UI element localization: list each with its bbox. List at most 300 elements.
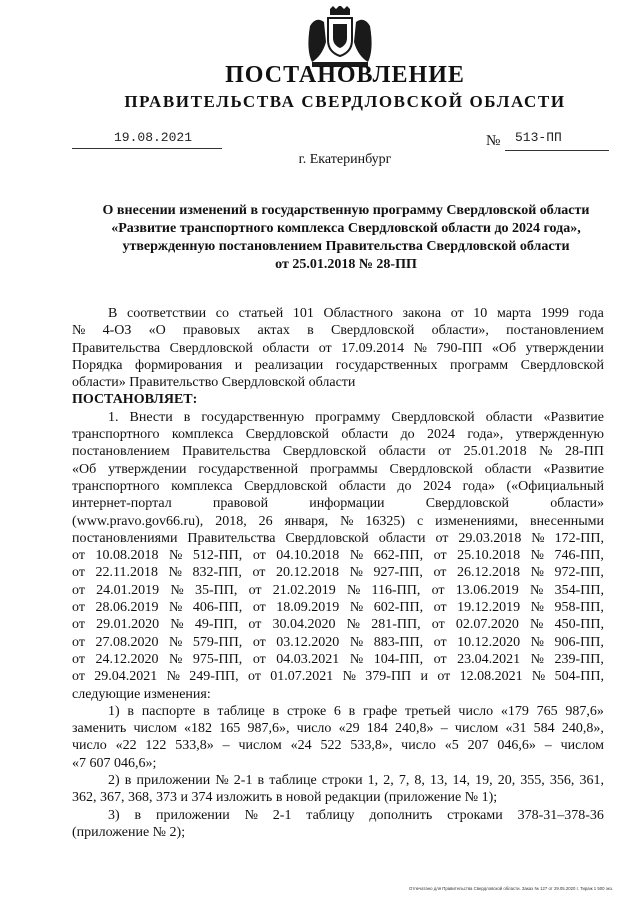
word: соответствии (127, 306, 207, 321)
word: 29.01.2020 (96, 617, 160, 633)
word: от (433, 600, 447, 616)
word: закона (402, 306, 442, 321)
word: числом (133, 721, 177, 737)
word: с (416, 513, 424, 529)
word: 975-ПП, (192, 651, 243, 667)
word: 26 (258, 513, 273, 529)
word: 02.07.2020 (455, 617, 519, 633)
word: № (168, 565, 182, 581)
word: № (170, 617, 184, 633)
word: третьей (404, 703, 451, 719)
word: транспортного (72, 478, 160, 494)
word: 2024 (427, 427, 456, 443)
paragraph-line (72, 443, 604, 460)
word: 249-ПП, (189, 669, 239, 685)
word: 2-1 (233, 773, 253, 789)
paragraph-line: следующие изменения: (72, 686, 211, 702)
word: в (134, 807, 142, 823)
word: Правительства (72, 340, 161, 356)
word: в (257, 773, 265, 789)
word: № (349, 634, 364, 650)
word: от (433, 634, 447, 650)
word: 2018, (215, 513, 247, 529)
word: 12.08.2021 (459, 669, 523, 685)
document-number: 513-ПП (515, 130, 562, 145)
word: 29.03.2018 (458, 530, 522, 546)
word: изменениями, (435, 513, 519, 529)
word: 356, (549, 773, 575, 789)
word: 8, (414, 773, 425, 789)
word: (www.pravo.gov66.ru), (72, 513, 204, 529)
word: строки (321, 773, 363, 789)
intro-paragraph (72, 305, 604, 391)
word: строками (447, 807, 503, 823)
word: № (340, 513, 354, 529)
word: правовой (212, 496, 269, 512)
word: от (437, 669, 451, 685)
word: заменить (72, 721, 127, 737)
word: 281-ПП, (371, 617, 421, 633)
word: до (397, 478, 412, 494)
word: и (420, 669, 428, 685)
word: число (458, 703, 494, 719)
paragraph-line (72, 616, 604, 633)
word: от (252, 600, 266, 616)
word: приложении (155, 807, 230, 823)
word: внесенными (529, 513, 604, 529)
paragraph-line (72, 340, 604, 357)
word: 1, (367, 773, 379, 789)
word: число (401, 738, 436, 754)
paragraph-line (72, 703, 604, 720)
word: 406-ПП, (192, 600, 243, 616)
word: «29 (338, 721, 360, 737)
word: 046,6» (497, 738, 536, 754)
word: 2024 (423, 478, 452, 494)
word: от (72, 548, 85, 564)
word: число (296, 721, 332, 737)
date-underline (72, 148, 222, 149)
number-underline (505, 150, 609, 151)
issuer-subtitle: ПРАВИТЕЛЬСТВА СВЕРДЛОВСКОЙ ОБЛАСТИ (124, 92, 566, 111)
paragraph-line (72, 322, 604, 339)
document-date: 19.08.2021 (114, 130, 193, 145)
word: 602-ПП, (373, 600, 424, 616)
word: № (169, 600, 183, 616)
word: – (544, 738, 552, 754)
word: число (72, 738, 107, 754)
word: 2-1 (272, 807, 292, 823)
word: Свердловской (282, 444, 367, 460)
word: Свердловской (425, 496, 510, 512)
word: от (72, 651, 85, 667)
word: № (170, 582, 184, 598)
subitem-3-paragraph (72, 807, 604, 842)
word: 906-ПП, (554, 634, 604, 650)
word: интернет-портал (72, 496, 172, 512)
paragraph-line (72, 634, 604, 651)
word: 746-ПП, (554, 548, 604, 564)
word: года» (462, 478, 495, 494)
word: от (433, 548, 447, 564)
word: 790-ПП (436, 340, 483, 356)
subitem-1-paragraph (72, 703, 604, 772)
word: от (72, 582, 85, 598)
paragraph-line (72, 495, 604, 512)
paragraph-line (72, 426, 604, 443)
word: «Об (72, 461, 97, 477)
word: 361, (579, 773, 604, 789)
word: 184 (366, 721, 388, 737)
paragraph-line (72, 737, 604, 754)
word: Свердловской (285, 530, 369, 546)
word: реализации (254, 357, 324, 373)
word: 04.10.2018 (276, 548, 340, 564)
word: Порядка (72, 357, 123, 373)
word: Свердловской (245, 427, 330, 443)
word: года», (467, 427, 504, 443)
word: актах (257, 323, 290, 339)
word: Свердловской (244, 478, 328, 494)
word: от (248, 582, 262, 598)
word: со (215, 306, 229, 321)
heading-line: О внесении изменений в государственную программу Свердловской области (102, 203, 590, 218)
word: государственную (201, 409, 305, 425)
word: от (72, 617, 85, 633)
word: 987,6» (565, 703, 604, 719)
document-heading (58, 202, 634, 274)
heading-line: «Развитие транспортного комплекса Свердловской области до 2024 года», (111, 221, 581, 236)
word: транспортного (72, 427, 160, 443)
word: 2, (383, 773, 394, 789)
word: «179 (500, 703, 529, 719)
heading-line: от 25.01.2018 № 28-ПП (275, 257, 417, 272)
word: 122 (145, 738, 167, 754)
word: области (378, 530, 426, 546)
word: 27.08.2020 (95, 634, 159, 650)
word: 987,6», (247, 721, 290, 737)
word: № (531, 530, 545, 546)
word: 18.09.2019 (276, 600, 340, 616)
word: – (440, 721, 448, 737)
word: Областного (323, 306, 393, 321)
paragraph-line (72, 582, 604, 599)
word: 832-ПП, (192, 565, 242, 581)
paragraph-line (72, 478, 604, 495)
word: утверждении (108, 461, 187, 477)
word: 3) (108, 807, 120, 823)
paragraph-line: (приложение № 2); (72, 824, 186, 840)
word: «Об (491, 340, 517, 356)
word: 104-ПП, (373, 651, 424, 667)
word: и (234, 357, 243, 373)
word: статьей (238, 306, 284, 321)
paragraph-line (72, 409, 604, 426)
word: 379-ПП (365, 669, 412, 685)
word: № (169, 651, 183, 667)
word: 25.01.2018 (463, 444, 527, 460)
word: 1. (108, 409, 119, 425)
word: 240,8» (395, 721, 434, 737)
word: 14, (452, 773, 471, 789)
word: от (438, 444, 452, 460)
word: Правительства (187, 530, 276, 546)
word: в (124, 773, 132, 789)
word: № (342, 669, 356, 685)
word: от (435, 530, 449, 546)
word: 883-ПП, (373, 634, 424, 650)
word: «О (148, 323, 166, 339)
word: 239-ПП, (554, 651, 604, 667)
word: «Развитие (543, 461, 604, 477)
word: («Официальный (506, 478, 604, 494)
word: программы (310, 461, 378, 477)
word: 20, (497, 773, 516, 789)
word: № (530, 617, 544, 633)
word: графе (362, 703, 398, 719)
word: 533,8», (350, 738, 393, 754)
word: числом (238, 738, 282, 754)
word: от (248, 669, 261, 685)
word: области (339, 478, 386, 494)
word: 165 (219, 721, 241, 737)
word: в (203, 703, 210, 719)
word: – (222, 738, 230, 754)
paragraph-line (72, 668, 604, 685)
document-type-title: ПОСТАНОВЛЕНИЕ (225, 62, 465, 88)
paragraph-line (72, 599, 604, 616)
word: № (530, 651, 544, 667)
word: «24 (290, 738, 312, 754)
word: от (431, 617, 445, 633)
word: от (252, 634, 266, 650)
word: 01.07.2021 (270, 669, 334, 685)
word: 20.12.2018 (276, 565, 339, 581)
heading-line: утвержденную постановлением Правительства Свердловской области (122, 239, 570, 254)
paragraph-line (72, 305, 604, 322)
word: 17.09.2014 (341, 340, 405, 356)
paragraph-line: «7 607 046,6»; (72, 755, 157, 771)
word: 958-ПП, (554, 600, 604, 616)
word: 21.02.2019 (272, 582, 336, 598)
word: № (169, 548, 183, 564)
print-note: Отпечатано для Правительства Свердловской области. Заказ № 127 от 29.05.2020 г. Тираж 1 500 экз. (409, 886, 613, 891)
word: Свердловской (389, 461, 473, 477)
word: 240,8», (561, 721, 604, 737)
word: № (215, 773, 229, 789)
word: от (72, 634, 85, 650)
word: комплекса (171, 427, 234, 443)
word: от (72, 565, 85, 581)
word: от (433, 565, 447, 581)
word: от (248, 617, 262, 633)
word: 101 (292, 306, 314, 321)
word: 2) (108, 773, 120, 789)
paragraph-line (72, 720, 604, 737)
word: № (346, 582, 361, 598)
word: «182 (184, 721, 213, 737)
word: № (530, 565, 544, 581)
word: паспорте (141, 703, 196, 719)
word: от (450, 306, 464, 321)
word: января, (284, 513, 329, 529)
word: от (252, 565, 266, 581)
item-1-paragraph (72, 409, 604, 703)
word: 172-ПП, (554, 530, 604, 546)
word: в (348, 703, 356, 719)
word: от (318, 340, 332, 356)
word: Правительства (182, 444, 271, 460)
word: № (346, 617, 361, 633)
paragraph-line (72, 547, 604, 564)
word: 354-ПП, (554, 582, 604, 598)
word: 10.08.2018 (95, 548, 159, 564)
document-body (72, 305, 604, 841)
word: от (431, 582, 445, 598)
word: постановлениями (72, 530, 178, 546)
word: Свердловской (391, 409, 475, 425)
word: таблицу (306, 807, 355, 823)
paragraph-line (72, 564, 604, 581)
word: информации (309, 496, 385, 512)
word: 533,8» (175, 738, 214, 754)
word: от (72, 600, 85, 616)
word: № (72, 323, 86, 339)
word: в (272, 703, 280, 719)
word: марта (496, 306, 532, 321)
word: 10.12.2020 (457, 634, 521, 650)
word: 13.06.2019 (455, 582, 519, 598)
word: 24.12.2020 (95, 651, 159, 667)
word: от (252, 548, 266, 564)
word: от (72, 669, 85, 685)
word: области (484, 461, 532, 477)
paragraph-line: области» Правительство Свердловской области (72, 375, 356, 391)
word: утвержденную (515, 427, 604, 443)
number-sign: № (486, 133, 501, 149)
word: Свердловской (169, 340, 253, 356)
word: 512-ПП, (192, 548, 243, 564)
word: 23.04.2021 (457, 651, 521, 667)
word: № (539, 444, 553, 460)
word: «5 (444, 738, 459, 754)
word: таблице (217, 703, 265, 719)
coat-of-arms-emblem (300, 6, 380, 70)
word: 10 (473, 306, 488, 321)
word: 579-ПП, (192, 634, 243, 650)
word: «22 (115, 738, 137, 754)
word: Внести (129, 409, 173, 425)
word: от (252, 651, 266, 667)
word: постановлением (506, 323, 604, 339)
word: области (378, 444, 426, 460)
word: № (349, 548, 364, 564)
word: области (485, 409, 533, 425)
word: государственной (198, 461, 299, 477)
word: № (166, 669, 180, 685)
word: 1999 (540, 306, 569, 321)
word: постановлением (72, 444, 170, 460)
word: Свердловской (331, 323, 415, 339)
word: программ (449, 357, 509, 373)
word: 378-31–378-36 (517, 807, 604, 823)
word: 49-ПП, (194, 617, 238, 633)
word: 927-ПП, (373, 565, 423, 581)
word: программу (315, 409, 381, 425)
word: 4-ОЗ (102, 323, 132, 339)
word: строке (286, 703, 327, 719)
word: 662-ПП, (373, 548, 424, 564)
paragraph-line (72, 772, 604, 789)
word: 30.04.2020 (272, 617, 336, 633)
word: 22.11.2018 (95, 565, 158, 581)
word: 28-ПП (565, 444, 604, 460)
word: № (530, 548, 544, 564)
paragraph-line (72, 513, 604, 530)
word: 03.12.2020 (276, 634, 340, 650)
word: комплекса (171, 478, 233, 494)
word: 355, (520, 773, 545, 789)
word: «Развитие (543, 409, 604, 425)
paragraph-line: 362, 367, 368, 373 и 374 изложить в новой редакции (приложение № 1); (72, 790, 498, 806)
word: 19.12.2019 (457, 600, 521, 616)
word: 7, (398, 773, 410, 789)
word: 35-ПП, (194, 582, 238, 598)
word: 1) (108, 703, 120, 719)
decree-word: ПОСТАНОВЛЯЕТ: (72, 392, 198, 408)
word: № (349, 651, 364, 667)
word: № (530, 600, 544, 616)
word: № (349, 600, 364, 616)
word: государственных (335, 357, 438, 373)
paragraph-line (72, 461, 604, 478)
word: В (108, 306, 118, 321)
word: области» (550, 496, 604, 512)
word: 207 (467, 738, 489, 754)
word: 25.10.2018 (457, 548, 521, 564)
word: 765 (536, 703, 558, 719)
word: 04.03.2021 (276, 651, 340, 667)
word: 29.04.2021 (94, 669, 158, 685)
word: 28.06.2019 (95, 600, 159, 616)
word: в (127, 703, 135, 719)
word: 26.12.2018 (457, 565, 520, 581)
word: формирования (135, 357, 223, 373)
word: в (307, 323, 314, 339)
word: до (400, 427, 415, 443)
word: 584 (533, 721, 555, 737)
paragraph-line (72, 807, 604, 824)
city-name: г. Екатеринбург (298, 152, 392, 167)
word: утверждении (525, 340, 604, 356)
word: 6 (333, 703, 341, 719)
word: приложении (136, 773, 211, 789)
word: «31 (505, 721, 527, 737)
word: числом (454, 721, 499, 737)
word: 16325) (365, 513, 406, 529)
word: 972-ПП, (554, 565, 604, 581)
subitem-2-paragraph (72, 772, 604, 807)
word: области», (431, 323, 489, 339)
word: № (529, 582, 544, 598)
word: № (349, 565, 363, 581)
word: № (413, 340, 427, 356)
word: № (169, 634, 183, 650)
word: таблице (269, 773, 317, 789)
word: № (530, 634, 544, 650)
word: числом (560, 738, 604, 754)
word: области (262, 340, 310, 356)
